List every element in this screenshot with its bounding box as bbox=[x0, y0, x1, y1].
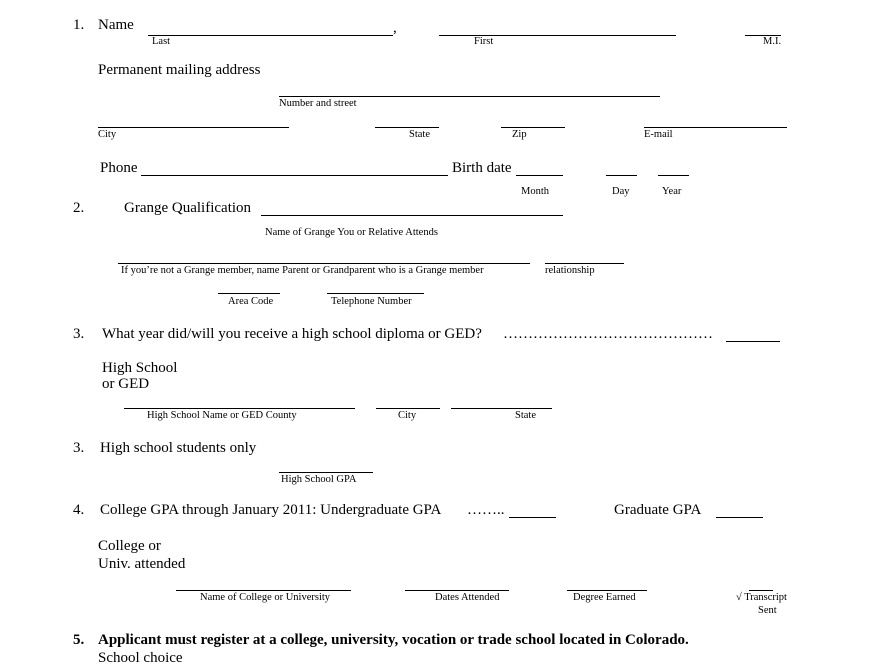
college-name-caption: Name of College or University bbox=[200, 592, 331, 603]
hs-diploma-question: What year did/will you receive a high school diploma or GED? bbox=[102, 326, 482, 342]
telephone-caption: Telephone Number bbox=[331, 296, 412, 307]
high-school-name-field[interactable] bbox=[124, 408, 355, 409]
colorado-school-requirement: Applicant must register at a college, university, vocation or trade school located in Colorado. bbox=[98, 632, 689, 648]
birth-year-field[interactable] bbox=[658, 175, 689, 176]
transcript-caption-line1: √ Transcript bbox=[736, 592, 787, 603]
day-caption: Day bbox=[612, 186, 630, 197]
q5-number: 5. bbox=[73, 632, 85, 648]
first-caption: First bbox=[474, 36, 494, 47]
dates-attended-field[interactable] bbox=[405, 590, 509, 591]
hs-city-caption: City bbox=[398, 410, 417, 421]
q3b-number: 3. bbox=[73, 440, 85, 456]
q2-number: 2. bbox=[73, 200, 85, 216]
phone-label: Phone bbox=[100, 160, 138, 176]
q3-number: 3. bbox=[73, 326, 85, 342]
name-label: Name bbox=[98, 17, 134, 33]
birth-date-label: Birth date bbox=[452, 160, 512, 176]
degree-earned-field[interactable] bbox=[567, 590, 647, 591]
mi-caption: M.I. bbox=[763, 36, 782, 47]
email-field[interactable] bbox=[644, 127, 787, 128]
degree-caption: Degree Earned bbox=[573, 592, 636, 603]
birth-day-field[interactable] bbox=[606, 175, 637, 176]
transcript-caption-line2: Sent bbox=[758, 605, 777, 616]
hs-gpa-caption: High School GPA bbox=[281, 474, 357, 485]
hs-students-label: High school students only bbox=[100, 440, 257, 456]
address-label: Permanent mailing address bbox=[98, 62, 261, 78]
state-caption: State bbox=[409, 129, 430, 140]
grange-qualification-label: Grange Qualification bbox=[124, 200, 252, 216]
hs-name-caption: High School Name or GED County bbox=[147, 410, 297, 421]
q4-number: 4. bbox=[73, 502, 85, 518]
college-name-field[interactable] bbox=[176, 590, 351, 591]
grange-caption: Name of Grange You or Relative Attends bbox=[265, 227, 438, 238]
grad-gpa-field[interactable] bbox=[716, 517, 763, 518]
street-field[interactable] bbox=[279, 96, 660, 97]
relationship-caption: relationship bbox=[545, 265, 595, 276]
college-gpa-label: College GPA through January 2011: Undergraduate GPA bbox=[100, 502, 442, 518]
hs-label-line2: or GED bbox=[102, 376, 150, 392]
name-comma: , bbox=[393, 20, 397, 36]
school-choice-label: School choice bbox=[98, 650, 183, 666]
relationship-field[interactable] bbox=[545, 263, 624, 264]
hs-state-field[interactable] bbox=[451, 408, 552, 409]
college-label-line1: College or bbox=[98, 538, 161, 554]
diploma-year-field[interactable] bbox=[726, 341, 780, 342]
city-field[interactable] bbox=[98, 127, 289, 128]
hs-city-field[interactable] bbox=[376, 408, 440, 409]
parent-caption: If you’re not a Grange member, name Parent or Grandparent who is a Grange member bbox=[121, 265, 484, 276]
dates-caption: Dates Attended bbox=[435, 592, 500, 603]
street-caption: Number and street bbox=[279, 98, 357, 109]
year-caption: Year bbox=[662, 186, 682, 197]
college-gpa-leaders: …….. bbox=[467, 502, 505, 518]
hs-gpa-field[interactable] bbox=[279, 472, 373, 473]
area-code-caption: Area Code bbox=[228, 296, 274, 307]
zip-caption: Zip bbox=[512, 129, 527, 140]
telephone-field[interactable] bbox=[327, 293, 424, 294]
hs-diploma-leaders: …………………………………… bbox=[503, 326, 713, 342]
phone-field[interactable] bbox=[141, 175, 448, 176]
month-caption: Month bbox=[521, 186, 550, 197]
transcript-sent-field[interactable] bbox=[749, 590, 773, 591]
city-caption: City bbox=[98, 129, 117, 140]
state-field[interactable] bbox=[375, 127, 439, 128]
grad-gpa-label: Graduate GPA bbox=[614, 502, 702, 518]
hs-state-caption: State bbox=[515, 410, 536, 421]
birth-month-field[interactable] bbox=[516, 175, 563, 176]
q1-number: 1. bbox=[73, 17, 85, 33]
parent-grange-member-field[interactable] bbox=[118, 263, 530, 264]
area-code-field[interactable] bbox=[218, 293, 280, 294]
grange-name-field[interactable] bbox=[261, 215, 563, 216]
undergrad-gpa-field[interactable] bbox=[509, 517, 556, 518]
email-caption: E-mail bbox=[644, 129, 673, 140]
last-name-field[interactable] bbox=[148, 35, 393, 36]
last-caption: Last bbox=[152, 36, 171, 47]
hs-label-line1: High School bbox=[102, 360, 178, 376]
college-label-line2: Univ. attended bbox=[98, 556, 186, 572]
zip-field[interactable] bbox=[501, 127, 565, 128]
